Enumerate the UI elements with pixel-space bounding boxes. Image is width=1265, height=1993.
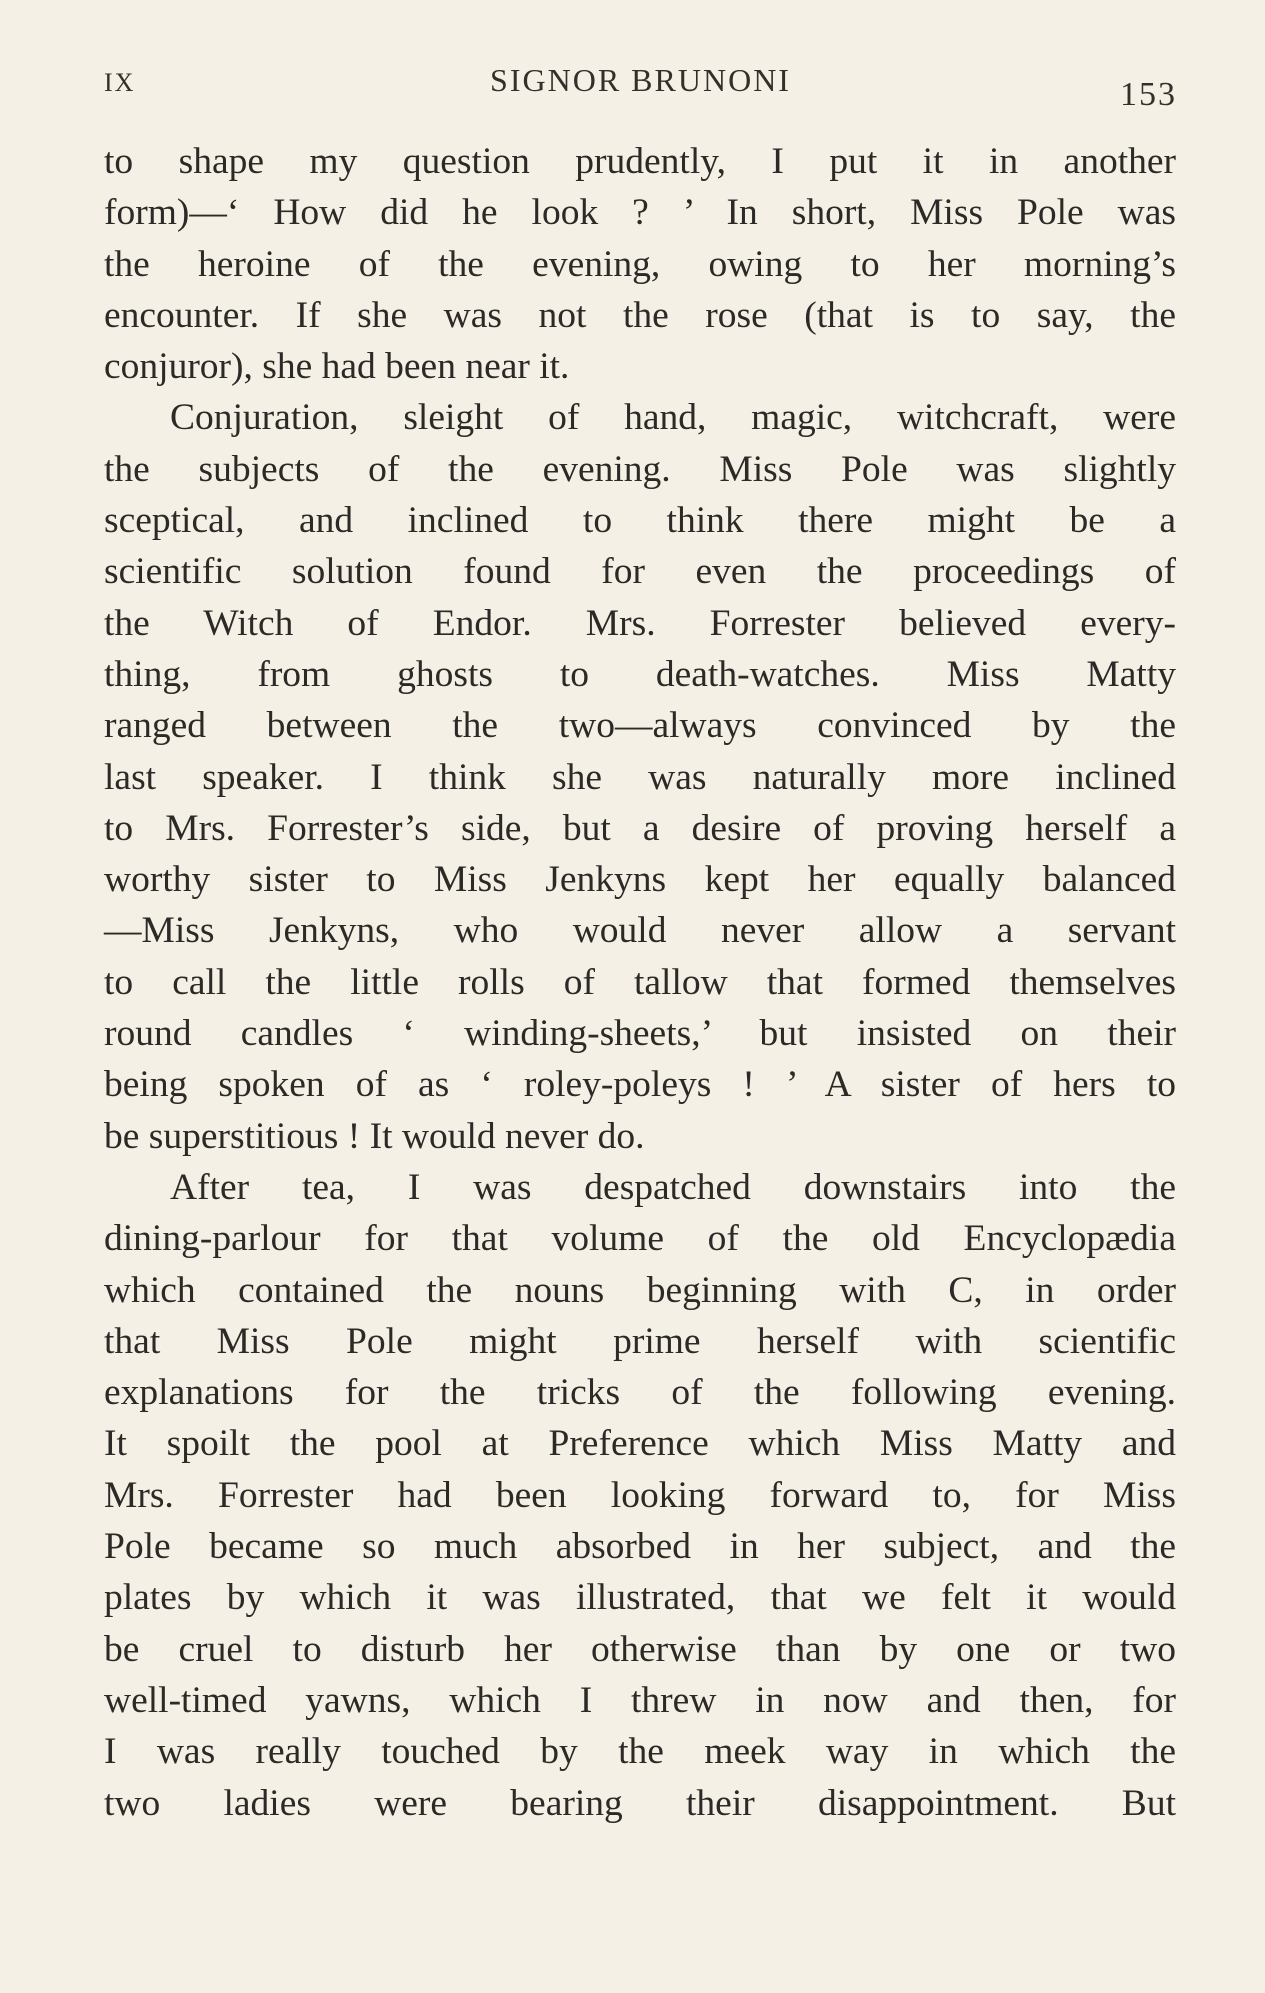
text-line: the Witch of Endor. Mrs. Forrester believed every- (104, 602, 1176, 644)
text-line: that Miss Pole might prime herself with scientific (104, 1320, 1176, 1362)
text-line: which contained the nouns beginning with C, in order (104, 1269, 1176, 1311)
text-line: two ladies were bearing their disappointment. But (104, 1782, 1176, 1824)
text-line: form)—‘ How did he look ? ’ In short, Miss Pole was (104, 192, 1176, 234)
text-line: being spoken of as ‘ roley-poleys ! ’ A sister of hers to (104, 1064, 1176, 1106)
text-line: conjuror), she had been near it. (104, 346, 570, 388)
text-line: the heroine of the evening, owing to her morning’s (104, 243, 1176, 285)
text-line: Mrs. Forrester had been looking forward to, for Miss (104, 1474, 1176, 1516)
text-line: sceptical, and inclined to think there might be a (104, 500, 1176, 542)
text-line: plates by which it was illustrated, that we felt it would (104, 1577, 1176, 1619)
text-line: last speaker. I think she was naturally more inclined (104, 756, 1176, 798)
paragraph-start-line: After tea, I was despatched downstairs into the (170, 1166, 1176, 1208)
text-line: dining-parlour for that volume of the old Encyclopædia (104, 1218, 1176, 1260)
text-line: scientific solution found for even the proceedings of (104, 551, 1176, 593)
text-line: Pole became so much absorbed in her subject, and the (104, 1526, 1176, 1568)
running-title: SIGNOR BRUNONI (490, 62, 791, 98)
text-line: to Mrs. Forrester’s side, but a desire of proving herself a (104, 807, 1176, 849)
text-line: encounter. If she was not the rose (that is to say, the (104, 294, 1176, 336)
chapter-number: IX (104, 68, 136, 97)
text-line: ranged between the two—always convinced by the (104, 705, 1176, 747)
running-head (104, 62, 1177, 112)
text-line: to shape my question prudently, I put it in another (104, 141, 1176, 182)
text-line: be cruel to disturb her otherwise than by one or two (104, 1628, 1176, 1670)
text-line: to call the little rolls of tallow that formed themselves (104, 961, 1176, 1003)
body-text (104, 136, 1176, 1829)
text-line: worthy sister to Miss Jenkyns kept her equally balanced (104, 859, 1176, 901)
text-line: well-timed yawns, which I threw in now and then, for (104, 1679, 1176, 1721)
text-line: I was really touched by the meek way in which the (104, 1731, 1176, 1773)
text-line: be superstitious ! It would never do. (104, 1115, 645, 1157)
text-line: the subjects of the evening. Miss Pole was slightly (104, 448, 1176, 490)
text-line: thing, from ghosts to death-watches. Miss Matty (104, 653, 1176, 695)
text-line: —Miss Jenkyns, who would never allow a servant (104, 910, 1176, 952)
text-line: It spoilt the pool at Preference which Miss Matty and (104, 1423, 1176, 1465)
paragraph-start-line: Conjuration, sleight of hand, magic, witchcraft, were (170, 397, 1176, 439)
page-number: 153 (1120, 76, 1177, 113)
text-line: explanations for the tricks of the following evening. (104, 1372, 1176, 1414)
text-line: round candles ‘ winding-sheets,’ but insisted on their (104, 1013, 1176, 1055)
